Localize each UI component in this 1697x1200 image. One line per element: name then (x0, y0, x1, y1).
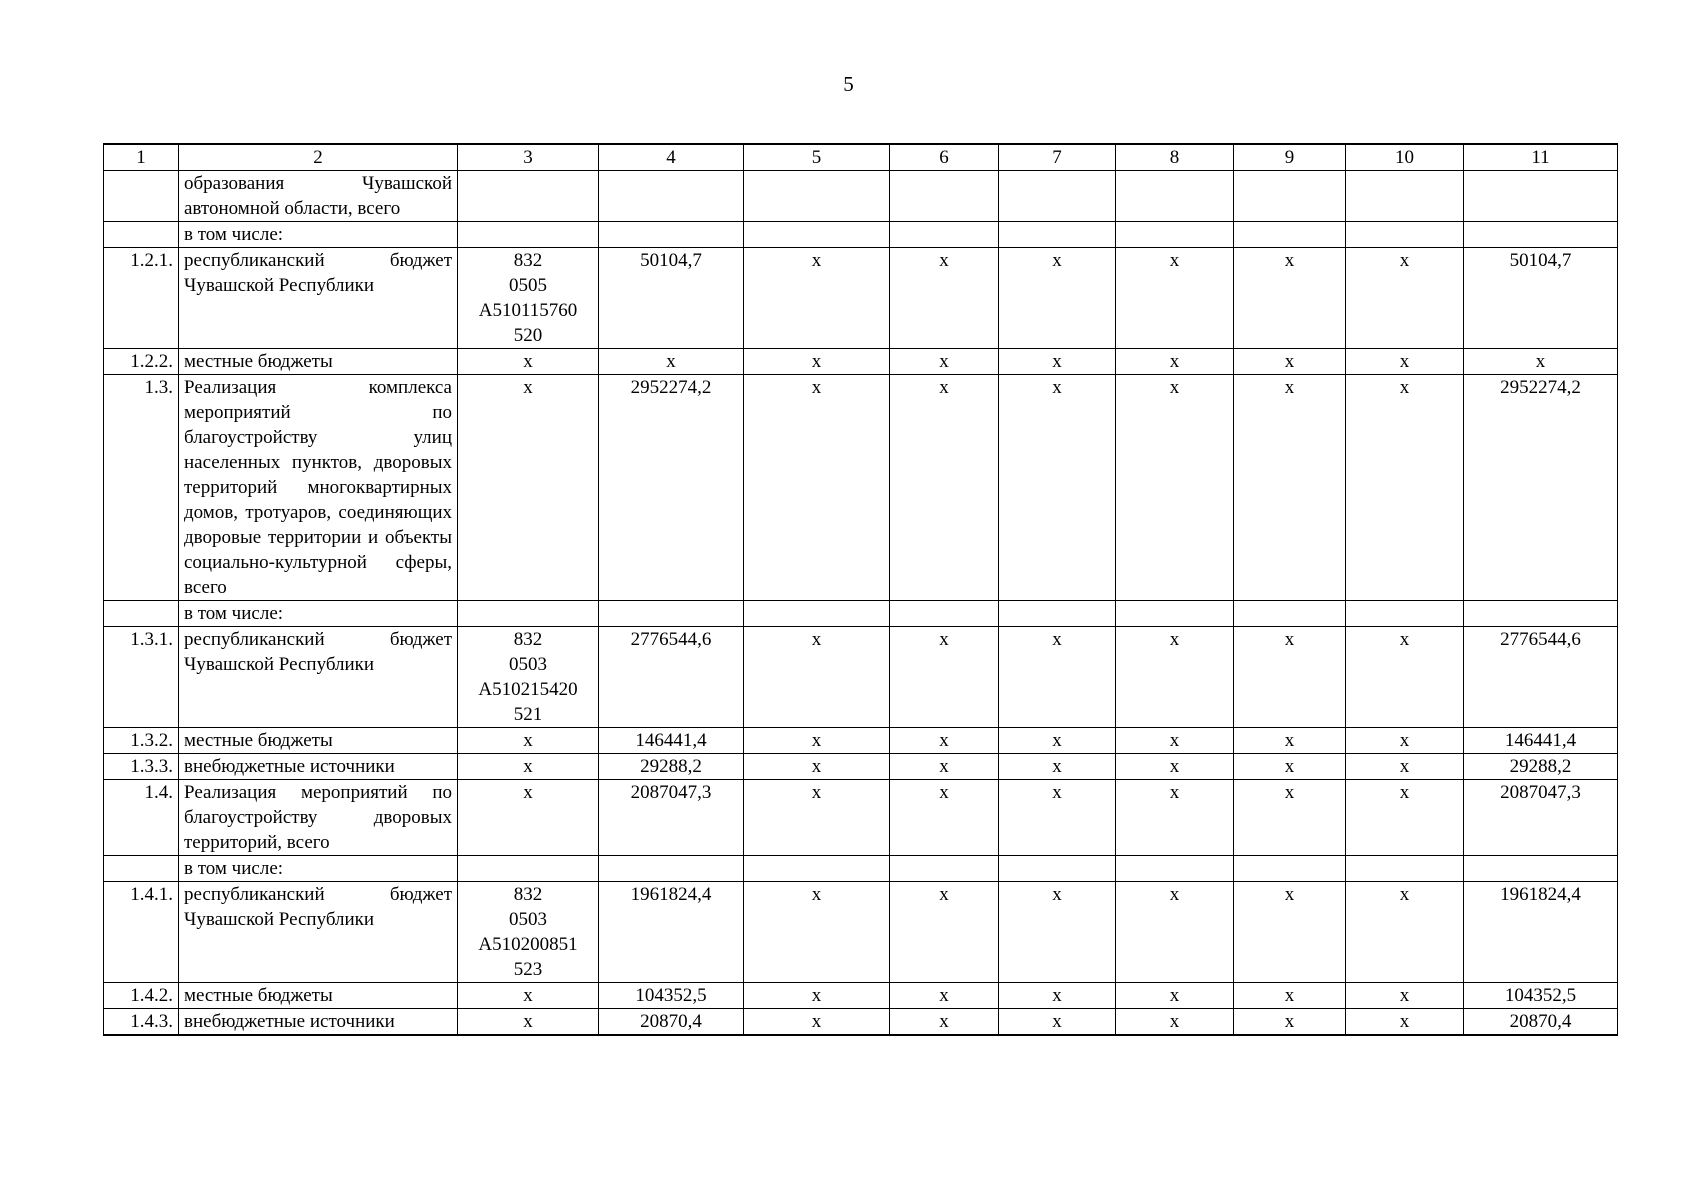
row-label-cell: в том числе: (179, 222, 458, 248)
column-header: 4 (599, 144, 744, 171)
value-cell (458, 222, 599, 248)
table-row (104, 754, 1618, 780)
row-number-cell: 1.4.3. (104, 1009, 179, 1036)
column-header: 5 (744, 144, 890, 171)
value-cell: 20870,4 (1464, 1009, 1618, 1036)
value-cell: х (999, 728, 1116, 754)
value-cell: х (458, 349, 599, 375)
row-number-cell: 1.3.1. (104, 627, 179, 728)
value-cell: 2776544,6 (1464, 627, 1618, 728)
value-cell: 104352,5 (599, 983, 744, 1009)
value-cell: 2952274,2 (1464, 375, 1618, 601)
value-cell: х (890, 1009, 999, 1036)
row-label-cell: Реализация комплекса мероприятий по благоустройству улиц населенных пунктов, дворовых территорий многоквартирных домов, тротуаров, соединяющих дворовые территории и объекты социально-культурной сферы, всего (179, 375, 458, 601)
table-row (104, 780, 1618, 856)
value-cell: х (1346, 349, 1464, 375)
value-cell: х (1234, 248, 1346, 349)
value-cell: х (1346, 728, 1464, 754)
value-cell: х (999, 248, 1116, 349)
value-cell: х (458, 754, 599, 780)
value-cell: х (999, 983, 1116, 1009)
column-header: 11 (1464, 144, 1618, 171)
value-cell: х (1234, 882, 1346, 983)
value-cell: х (890, 349, 999, 375)
value-cell: х (458, 1009, 599, 1036)
table-row (104, 983, 1618, 1009)
table-row (104, 222, 1618, 248)
value-cell: х (744, 728, 890, 754)
value-cell: х (1116, 627, 1234, 728)
value-cell: х (744, 349, 890, 375)
value-cell: х (890, 728, 999, 754)
row-number-cell (104, 222, 179, 248)
row-number-cell: 1.2.2. (104, 349, 179, 375)
value-cell: 146441,4 (1464, 728, 1618, 754)
value-cell (999, 171, 1116, 222)
table-row (104, 882, 1618, 983)
row-number-cell: 1.3.3. (104, 754, 179, 780)
value-cell: х (999, 375, 1116, 601)
value-cell: 2087047,3 (599, 780, 744, 856)
value-cell (744, 171, 890, 222)
row-label-cell: внебюджетные источники (179, 1009, 458, 1036)
column-number-row (104, 144, 1618, 171)
value-cell: х (1234, 627, 1346, 728)
value-cell: х (1234, 349, 1346, 375)
page-number: 5 (843, 72, 854, 96)
value-cell: 50104,7 (599, 248, 744, 349)
value-cell (890, 171, 999, 222)
row-label-cell: местные бюджеты (179, 728, 458, 754)
budget-table (103, 143, 1618, 1036)
value-cell: х (1116, 754, 1234, 780)
value-cell (1346, 171, 1464, 222)
row-label-cell: республиканский бюджет Чувашской Республики (179, 248, 458, 349)
row-number-cell: 1.3. (104, 375, 179, 601)
value-cell: х (1116, 375, 1234, 601)
table-body (104, 171, 1618, 1036)
value-cell (599, 171, 744, 222)
value-cell: х (1346, 375, 1464, 601)
value-cell: х (999, 780, 1116, 856)
column-header: 1 (104, 144, 179, 171)
value-cell: х (890, 983, 999, 1009)
value-cell (890, 856, 999, 882)
value-cell: х (744, 1009, 890, 1036)
value-cell (890, 601, 999, 627)
value-cell: х (890, 375, 999, 601)
value-cell: 29288,2 (599, 754, 744, 780)
value-cell: 2776544,6 (599, 627, 744, 728)
value-cell (1346, 601, 1464, 627)
value-cell (1234, 222, 1346, 248)
value-cell (1346, 222, 1464, 248)
row-number-cell: 1.2.1. (104, 248, 179, 349)
row-number-cell (104, 171, 179, 222)
value-cell (458, 856, 599, 882)
table-row (104, 728, 1618, 754)
value-cell (1116, 601, 1234, 627)
value-cell (599, 222, 744, 248)
value-cell: 832 0503 А510200851 523 (458, 882, 599, 983)
value-cell: х (1116, 780, 1234, 856)
table-row (104, 375, 1618, 601)
value-cell: х (1234, 780, 1346, 856)
value-cell: х (744, 248, 890, 349)
value-cell: х (1234, 1009, 1346, 1036)
value-cell: х (1116, 248, 1234, 349)
value-cell: х (1346, 882, 1464, 983)
value-cell: х (890, 754, 999, 780)
table-row (104, 349, 1618, 375)
row-number-cell: 1.4. (104, 780, 179, 856)
table-row (104, 171, 1618, 222)
value-cell: х (1116, 1009, 1234, 1036)
value-cell (890, 222, 999, 248)
table-row (104, 601, 1618, 627)
row-number-cell: 1.4.2. (104, 983, 179, 1009)
value-cell: х (1346, 754, 1464, 780)
value-cell: 1961824,4 (1464, 882, 1618, 983)
value-cell: 1961824,4 (599, 882, 744, 983)
row-label-cell: в том числе: (179, 601, 458, 627)
column-header: 6 (890, 144, 999, 171)
value-cell (1464, 222, 1618, 248)
value-cell (599, 856, 744, 882)
value-cell: х (890, 780, 999, 856)
row-label-cell: образования Чувашской автономной области, всего (179, 171, 458, 222)
column-header: 10 (1346, 144, 1464, 171)
value-cell: х (744, 882, 890, 983)
value-cell: х (744, 627, 890, 728)
row-label-cell: в том числе: (179, 856, 458, 882)
value-cell: х (1234, 983, 1346, 1009)
row-number-cell (104, 856, 179, 882)
row-label-cell: республиканский бюджет Чувашской Республики (179, 882, 458, 983)
value-cell: х (999, 882, 1116, 983)
value-cell: х (744, 754, 890, 780)
row-label-cell: Реализация мероприятий по благоустройству дворовых территорий, всего (179, 780, 458, 856)
value-cell: 50104,7 (1464, 248, 1618, 349)
value-cell: х (1234, 375, 1346, 601)
value-cell (744, 856, 890, 882)
column-header: 3 (458, 144, 599, 171)
value-cell: х (1346, 1009, 1464, 1036)
value-cell: х (1116, 349, 1234, 375)
value-cell: 104352,5 (1464, 983, 1618, 1009)
value-cell: х (1346, 983, 1464, 1009)
value-cell: 2952274,2 (599, 375, 744, 601)
value-cell: х (458, 780, 599, 856)
value-cell: х (599, 349, 744, 375)
value-cell: х (1346, 248, 1464, 349)
value-cell: х (1116, 728, 1234, 754)
value-cell: х (999, 754, 1116, 780)
row-number-cell: 1.4.1. (104, 882, 179, 983)
value-cell (599, 601, 744, 627)
value-cell: 2087047,3 (1464, 780, 1618, 856)
value-cell (1234, 856, 1346, 882)
value-cell: х (1116, 983, 1234, 1009)
value-cell (1116, 222, 1234, 248)
value-cell (744, 601, 890, 627)
value-cell (1464, 171, 1618, 222)
value-cell: х (1234, 728, 1346, 754)
table-row (104, 856, 1618, 882)
value-cell: х (1346, 627, 1464, 728)
value-cell (999, 856, 1116, 882)
row-number-cell: 1.3.2. (104, 728, 179, 754)
value-cell: х (1116, 882, 1234, 983)
value-cell: х (999, 1009, 1116, 1036)
table-row (104, 627, 1618, 728)
value-cell: 832 0505 А510115760 520 (458, 248, 599, 349)
value-cell: х (744, 375, 890, 601)
value-cell: 29288,2 (1464, 754, 1618, 780)
value-cell (999, 222, 1116, 248)
value-cell: х (744, 780, 890, 856)
value-cell: х (744, 983, 890, 1009)
value-cell: х (1464, 349, 1618, 375)
value-cell: 146441,4 (599, 728, 744, 754)
value-cell: х (458, 983, 599, 1009)
value-cell: х (999, 349, 1116, 375)
value-cell: х (890, 882, 999, 983)
value-cell: х (890, 627, 999, 728)
value-cell (1234, 601, 1346, 627)
row-label-cell: местные бюджеты (179, 983, 458, 1009)
column-header: 9 (1234, 144, 1346, 171)
value-cell (1346, 856, 1464, 882)
value-cell (1464, 856, 1618, 882)
value-cell (999, 601, 1116, 627)
value-cell (458, 171, 599, 222)
value-cell: х (1346, 780, 1464, 856)
row-number-cell (104, 601, 179, 627)
value-cell (744, 222, 890, 248)
table-row (104, 248, 1618, 349)
column-header: 7 (999, 144, 1116, 171)
value-cell (1464, 601, 1618, 627)
row-label-cell: внебюджетные источники (179, 754, 458, 780)
value-cell (458, 601, 599, 627)
table-row (104, 1009, 1618, 1036)
value-cell: 20870,4 (599, 1009, 744, 1036)
row-label-cell: республиканский бюджет Чувашской Республики (179, 627, 458, 728)
value-cell: 832 0503 А510215420 521 (458, 627, 599, 728)
value-cell: х (458, 728, 599, 754)
value-cell: х (890, 248, 999, 349)
value-cell: х (999, 627, 1116, 728)
column-header: 2 (179, 144, 458, 171)
column-header: 8 (1116, 144, 1234, 171)
value-cell (1116, 171, 1234, 222)
value-cell (1116, 856, 1234, 882)
value-cell: х (458, 375, 599, 601)
value-cell (1234, 171, 1346, 222)
row-label-cell: местные бюджеты (179, 349, 458, 375)
value-cell: х (1234, 754, 1346, 780)
